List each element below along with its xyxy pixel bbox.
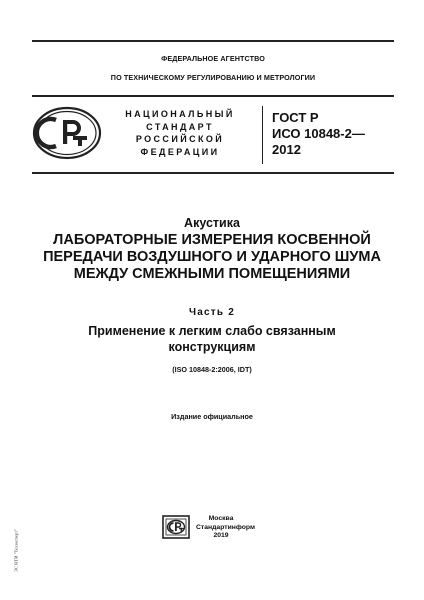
- title-line2: ПЕРЕДАЧИ ВОЗДУШНОГО И УДАРНОГО ШУМА: [43, 249, 381, 265]
- iso-reference: (ISO 10848-2:2006, IDT): [172, 365, 252, 374]
- subject-heading: Акустика: [184, 216, 240, 230]
- national-standard-line1: НАЦИОНАЛЬНЫЙ: [125, 109, 235, 119]
- gost-line3: 2012: [272, 142, 301, 157]
- top-rule: [32, 40, 394, 42]
- part-number: Часть 2: [189, 307, 235, 318]
- publisher-name: Стандартинформ: [196, 523, 255, 531]
- subtitle-line2: конструкциям: [168, 339, 256, 354]
- national-standard-line4: ФЕДЕРАЦИИ: [140, 146, 220, 157]
- standartinform-logo-icon: [162, 515, 190, 539]
- standard-block-rule: [32, 172, 394, 174]
- header-rule: [32, 95, 394, 97]
- agency-name-line2: ПО ТЕХНИЧЕСКОМУ РЕГУЛИРОВАНИЮ И МЕТРОЛОГИИ: [110, 73, 316, 82]
- publisher-info: [196, 515, 255, 541]
- national-standard-line3: РОССИЙСКОЙ: [135, 134, 225, 144]
- gost-r-emblem-icon: [32, 105, 102, 161]
- subtitle-line1: Применение к легким слабо связанным: [88, 324, 336, 338]
- publisher-city: Москва: [208, 515, 234, 522]
- gost-line1: ГОСТ Р: [272, 110, 319, 125]
- part-title: [20, 324, 404, 355]
- gost-designation: [272, 110, 392, 158]
- document-title: [20, 232, 404, 283]
- agency-name-line1: ФЕДЕРАЛЬНОЕ АГЕНТСТВО: [161, 54, 265, 63]
- gost-line2: ИСО 10848-2—: [272, 126, 365, 141]
- title-line1: ЛАБОРАТОРНЫЕ ИЗМЕРЕНИЯ КОСВЕННОЙ: [53, 232, 371, 248]
- edition-note: Издание официальное: [171, 412, 253, 421]
- standard-divider: [262, 106, 263, 164]
- publisher-year: 2019: [213, 532, 229, 539]
- national-standard-line2: СТАНДАРТ: [146, 121, 214, 132]
- title-line3: МЕЖДУ СМЕЖНЫМИ ПОМЕЩЕНИЯМИ: [73, 266, 351, 282]
- side-stamp: ЭС НТИ "Техэксперт": [13, 528, 19, 573]
